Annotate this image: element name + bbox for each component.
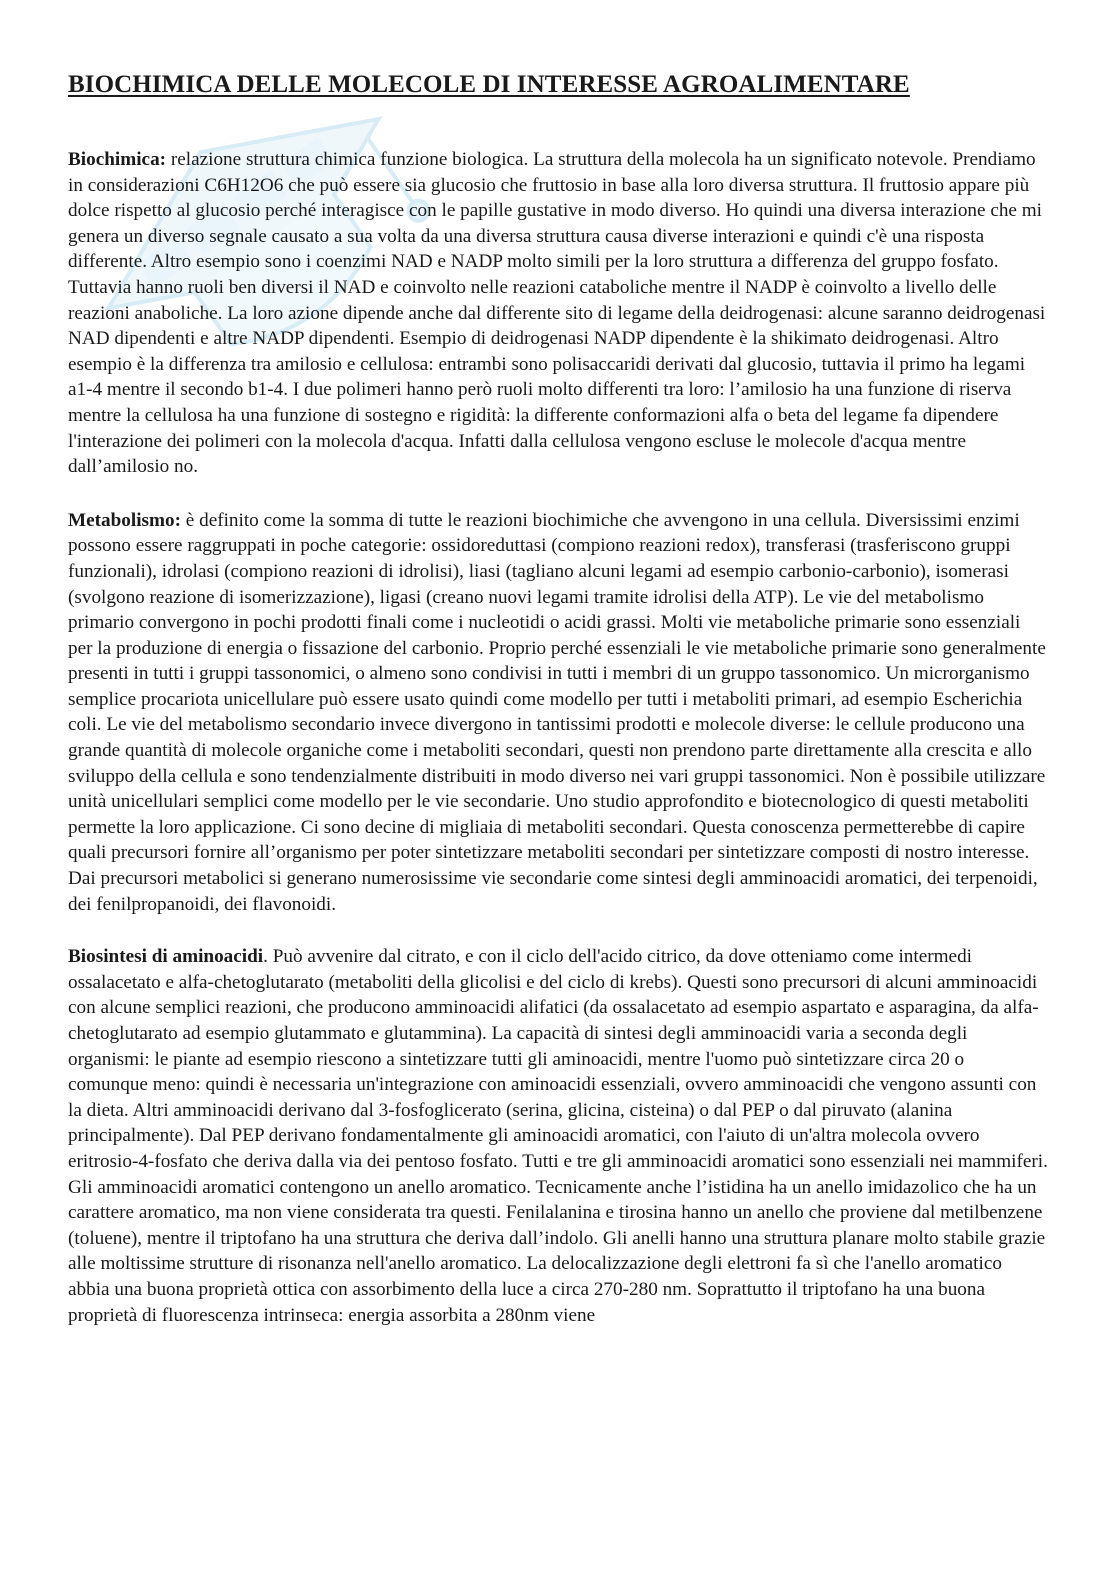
document-title: BIOCHIMICA DELLE MOLECOLE DI INTERESSE AGROALIMENTARE [68, 71, 910, 98]
paragraph-text: è definito come la somma di tutte le reazioni biochimiche che avvengono in una cellula. Diversissimi enzimi possono essere raggruppati in poche categorie: ossidoreduttasi (compiono reazioni redox), transferasi (trasferiscono gruppi funzionali), idrolasi (compiono reazioni di idrolisi), liasi (tagliano alcuni legami ad esempio carbonio-carbonio), isomerasi (svolgono reazione di isomerizzazione), ligasi (creano nuovi legami tramite idrolisi della ATP). Le vie del metabolismo primario convergono in pochi prodotti finali come i nucleotidi o acidi grassi. Molti vie metaboliche primarie sono essenziali per la produzione di energia o fissazione del carbonio. Proprio perché essenziali le vie metaboliche primarie sono generalmente presenti in tutti i gruppi tassonomici, o almeno sono condivisi in tutti i membri di un gruppo tassonomico. Un microrganismo semplice procariota unicellulare può essere usato quindi come modello per tutti i metaboliti primari, ad esempio Escherichia coli. Le vie del metabolismo secondario invece divergono in tantissimi prodotti e molecole diverse: le cellule producono una grande quantità di molecole organiche come i metaboliti secondari, questi non prendono parte direttamente alla crescita e allo sviluppo della cellula e sono tendenzialmente distribuiti in modo diverso nei vari gruppi tassonomici. Non è possibile utilizzare unità unicellulari semplici come modello per le vie secondarie. Uno studio approfondito e biotecnologico di questi metaboliti permette la loro applicazione. Ci sono decine di migliaia di metaboliti secondari. Questa conoscenza permetterebbe di capire quali precursori fornire all’organismo per poter sintetizzare metaboliti secondari per sintetizzare composti di nostro interesse. Dai precursori metabolici si generano numerosissime vie secondarie come sintesi degli amminoacidi aromatici, dei terpenoidi, dei fenilpropanoidi, dei flavonoidi. [68, 509, 1046, 915]
paragraph-lead: Biochimica: [68, 149, 167, 170]
paragraph-text: . Può avvenire dal citrato, e con il ciclo dell'acido citrico, da dove otteniamo come intermedi ossalacetato e alfa-chetoglutarato (metaboliti della glicolisi e del ciclo di krebs). Questi sono precursori di alcuni amminoacidi con alcune semplici reazioni, che producono amminoacidi alifatici (da ossalacetato ad esempio aspartato e asparagina, da alfa-chetoglutarato ad esempio glutammato e glutammina). La capacità di sintesi degli amminoacidi varia a seconda degli organismi: le piante ad esempio riescono a sintetizzare tutti gli aminoacidi, mentre l'uomo può sintetizzare circa 20 o comunque meno: quindi è necessaria un'integrazione con aminoacidi essenziali, ovvero amminoacidi che vengono assunti con la dieta. Altri amminoacidi derivano dal 3-fosfoglicerato (serina, glicina, cisteina) o dal PEP o dal piruvato (alanina principalmente). Dal PEP derivano fondamentalmente gli aminoacidi aromatici, con l'aiuto di un'altra molecola ovvero eritrosio-4-fosfato che deriva dalla via dei pentoso fosfato. Tutti e tre gli amminoacidi aromatici sono essenziali nei mammiferi. Gli amminoacidi aromatici contengono un anello aromatico. Tecnicamente anche l’istidina ha un anello imidazolico che ha un carattere aromatico, ma non viene considerata tra questi. Fenilalanina e tirosina hanno un anello che proviene dal metilbenzene (toluene), mentre il triptofano ha una struttura che deriva dall’indolo. Gli anelli hanno una struttura planare molto stabile grazie alle moltissime strutture di risonanza nell'anello aromatico. La delocalizzazione degli elettroni fa sì che l'anello aromatico abbia una buona proprietà ottica con assorbimento della luce a circa 270-280 nm. Soprattutto il triptofano ha una buona proprietà di fluorescenza intrinseca: energia assorbita a 280nm viene [68, 946, 1048, 1326]
paragraph-lead: Biosintesi di aminoacidi [68, 946, 264, 968]
paragraph-text: relazione struttura chimica funzione biologica. La struttura della molecola ha un significato notevole. Prendiamo in considerazioni C6H12O6 che può essere sia glucosio che fruttosio in base alla loro diversa struttura. Il fruttosio appare più dolce rispetto al glucosio perché interagisce con le papille gustative in modo diverso. Ho quindi una diversa interazione che mi genera un diverso segnale causato a sua volta da una diversa struttura causa diverse interazioni e quindi c'è una risposta differente. Altro esempio sono i coenzimi NAD e NADP molto simili per la loro struttura a differenza del gruppo fosfato. Tuttavia hanno ruoli ben diversi il NAD e coinvolto nelle reazioni cataboliche mentre il NADP è coinvolto a livello delle reazioni anaboliche. La loro azione dipende anche dal differente sito di legame della deidrogenasi: alcune saranno deidrogenasi NAD dipendenti e altre NADP dipendenti. Esempio di deidrogenasi NADP dipendente è la shikimato deidrogenasi. Altro esempio è la differenza tra amilosio e cellulosa: entrambi sono polisaccaridi derivati dal glucosio, tuttavia il primo ha legami a1-4 mentre il secondo b1-4. I due polimeri hanno però ruoli molto differenti tra loro: l’amilosio ha una funzione di riserva mentre la cellulosa ha una funzione di sostegno e rigidità: la differente conformazioni alfa o beta del legame fa dipendere l'interazione dei polimeri con la molecola d'acqua. Infatti dalla cellulosa vengono escluse le molecole d'acqua mentre dall’amilosio no. [68, 149, 1046, 478]
paragraph-biochimica [68, 147, 1048, 480]
paragraph-metabolismo [68, 508, 1048, 918]
paragraph-biosintesi [68, 944, 1048, 1328]
paragraph-lead: Metabolismo: [68, 509, 181, 531]
